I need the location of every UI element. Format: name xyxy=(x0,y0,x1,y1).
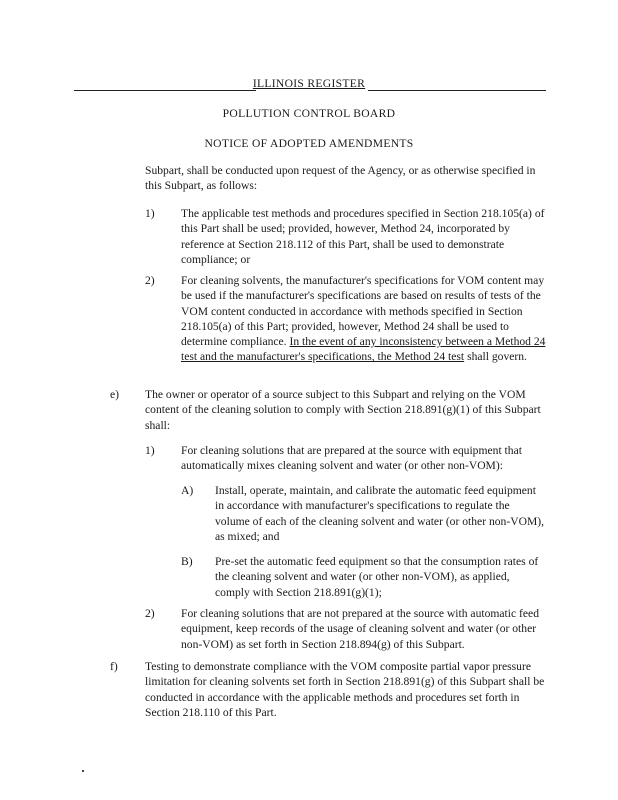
board-heading: POLLUTION CONTROL BOARD xyxy=(222,107,396,120)
item-2-text-amended: In the event of any inconsistency between a Method 24 test and the manufacturer's specifications, the Method 24 test xyxy=(181,335,546,364)
notice-heading: NOTICE OF ADOPTED AMENDMENTS xyxy=(204,137,414,150)
item-2-text-plain: For cleaning solvents, the manufacturer's specifications for VOM content may be used if the manufacturer's specifications are based on results of tests of the VOM content conducted in accordance with methods specified in Section 218.105(a) of this Part; provided, however, Method 24 shall be used to determine compliance. xyxy=(181,274,545,349)
item-2-text xyxy=(181,273,551,365)
item-eA-text: Install, operate, maintain, and calibrate the automatic feed equipment in accordance with manufacturer's specifications to regulate the volume of each of the cleaning solvent and water (or other non-VOM), as mixed; and xyxy=(215,484,545,543)
item-eA-marker: A) xyxy=(181,484,194,497)
item-e2-marker: 2) xyxy=(145,607,155,620)
item-2-marker: 2) xyxy=(145,274,155,287)
item-f-text: Testing to demonstrate compliance with the VOM composite partial vapor pressure limitation for cleaning solvents set forth in Section 218.891(g) of this Subpart shall be conducted in accordance with the applicable methods and procedures set forth in Section 218.110 of this Part. xyxy=(145,660,545,719)
item-e-marker: e) xyxy=(110,388,120,401)
intro-paragraph: Subpart, shall be conducted upon request of the Agency, or as otherwise specified in this Subpart, as follows: xyxy=(145,164,536,193)
register-heading: ILLINOIS REGISTER xyxy=(252,77,366,90)
item-e-text: The owner or operator of a source subject to this Subpart and relying on the VOM content of the cleaning solution to comply with Section 218.891(g)(1) of this Subpart shall: xyxy=(145,388,541,432)
item-1-marker: 1) xyxy=(145,207,155,220)
item-e2-text: For cleaning solutions that are not prepared at the source with automatic feed equipment, keep records of the usage of cleaning solvent and water (or other non-VOM) as set forth in Section 218.894(g) of this Subpart. xyxy=(181,607,539,651)
scan-speck xyxy=(82,770,84,772)
item-1-text: The applicable test methods and procedures specified in Section 218.105(a) of this Part shall be used; provided, however, Method 24, incorporated by reference at Section 218.112 of this Part, shall be used to demonstrate compliance; or xyxy=(181,207,545,266)
item-2-text-end: shall govern. xyxy=(467,350,527,364)
item-e1-marker: 1) xyxy=(145,444,155,457)
item-eB-marker: B) xyxy=(181,555,193,568)
item-e1-text: For cleaning solutions that are prepared at the source with equipment that automatically mixes cleaning solvent and water (or other non-VOM): xyxy=(181,444,522,473)
item-eB-text: Pre-set the automatic feed equipment so that the consumption rates of the cleaning solvent and water (or other non-VOM), as applied, comply with Section 218.891(g)(1); xyxy=(215,555,539,599)
item-f-marker: f) xyxy=(110,660,118,673)
